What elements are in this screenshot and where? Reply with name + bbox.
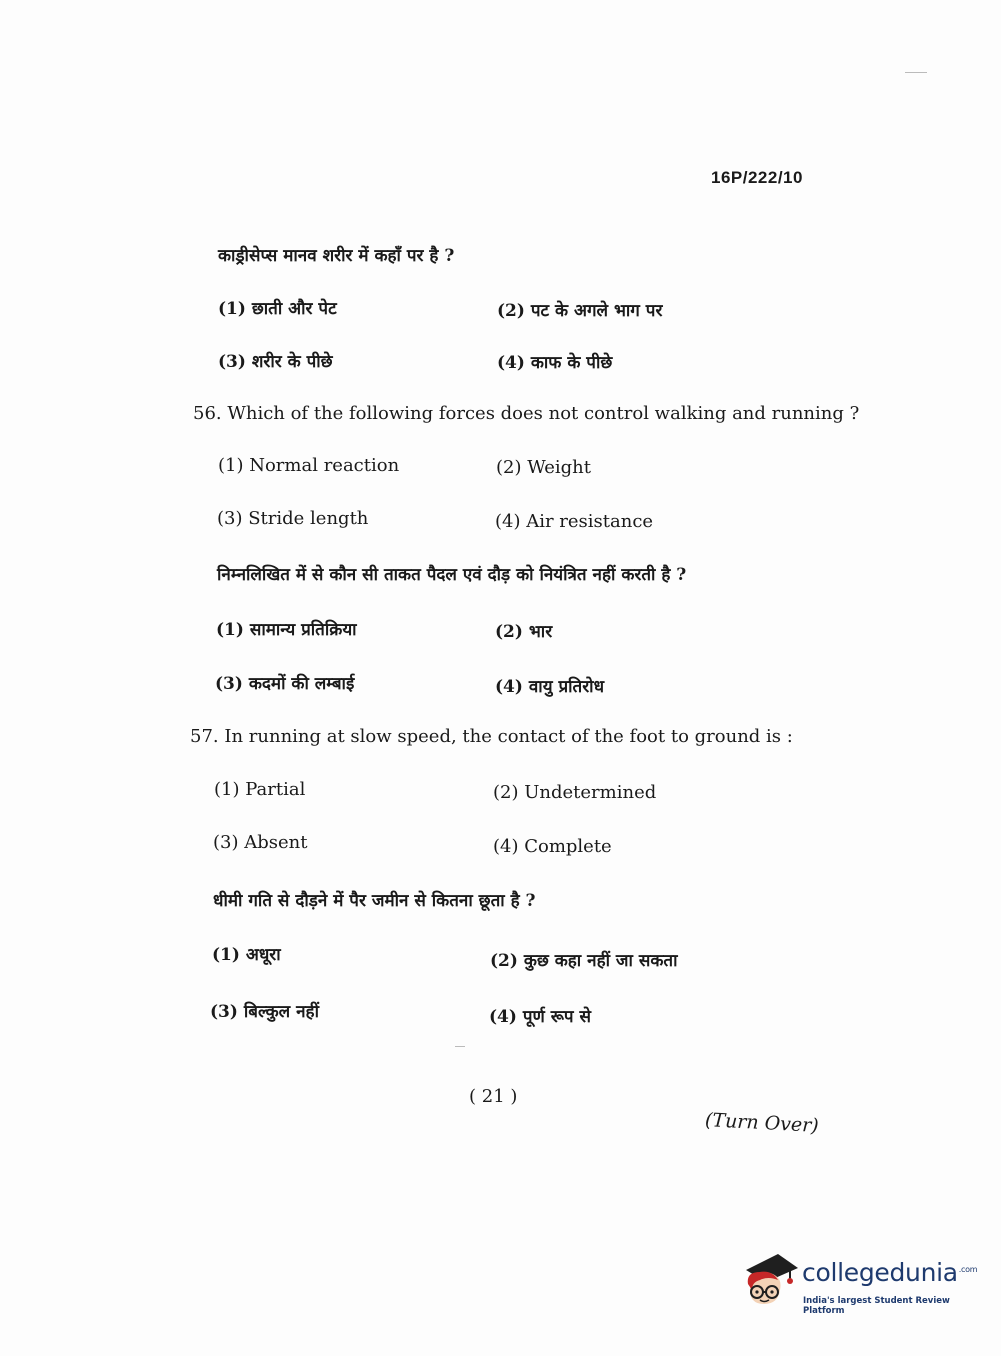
option-1: (1) छाती और पेट [218,299,337,319]
question-56: 56. Which of the following forces does not control walking and running ? [193,403,860,424]
question-55-hindi: काड्रीसेप्स मानव शरीर में कहाँ पर है ? [218,246,455,266]
option-2-hindi: (2) भार [495,622,553,642]
option-1: (1) Normal reaction [218,455,400,476]
option-3: (3) Stride length [217,508,369,529]
option-4: (4) Air resistance [495,511,654,532]
logo-name: collegedunia$^{.com}$ [802,1258,978,1287]
option-4: (4) Complete [493,836,612,857]
question-57: 57. In running at slow speed, the contact of the foot to ground is : [190,726,793,747]
option-2: (2) Weight [496,457,592,478]
mascot-icon [742,1250,800,1312]
question-57-hindi: धीमी गति से दौड़ने में पैर जमीन से कितना छूता है ? [213,891,536,911]
logo-tagline: India's largest Student Review Platform [803,1296,950,1316]
option-3: (3) Absent [213,832,308,853]
option-1-hindi: (1) अधूरा [212,945,281,965]
question-56-hindi: निम्नलिखित में से कौन सी ताकत पैदल एवं दौड़ को नियंत्रित नहीं करती है ? [217,565,687,585]
option-3-hindi: (3) बिल्कुल नहीं [210,1002,319,1022]
option-3-hindi: (3) कदमों की लम्बाई [215,674,355,694]
turn-over-note: (Turn Over) [704,1109,820,1137]
collegedunia-logo [742,1250,978,1320]
option-1-hindi: (1) सामान्य प्रतिक्रिया [216,620,357,640]
option-2-hindi: (2) कुछ कहा नहीं जा सकता [490,951,678,971]
option-4-hindi: (4) पूर्ण रूप से [489,1007,591,1027]
option-2: (2) पट के अगले भाग पर [497,301,663,321]
option-3: (3) शरीर के पीछे [218,352,333,372]
option-1: (1) Partial [214,779,306,800]
paper-code: 16P/222/10 [711,168,803,187]
option-2: (2) Undetermined [493,782,657,803]
page-number: ( 21 ) [469,1086,518,1107]
option-4-hindi: (4) वायु प्रतिरोध [495,677,605,697]
option-4: (4) काफ के पीछे [497,353,613,373]
